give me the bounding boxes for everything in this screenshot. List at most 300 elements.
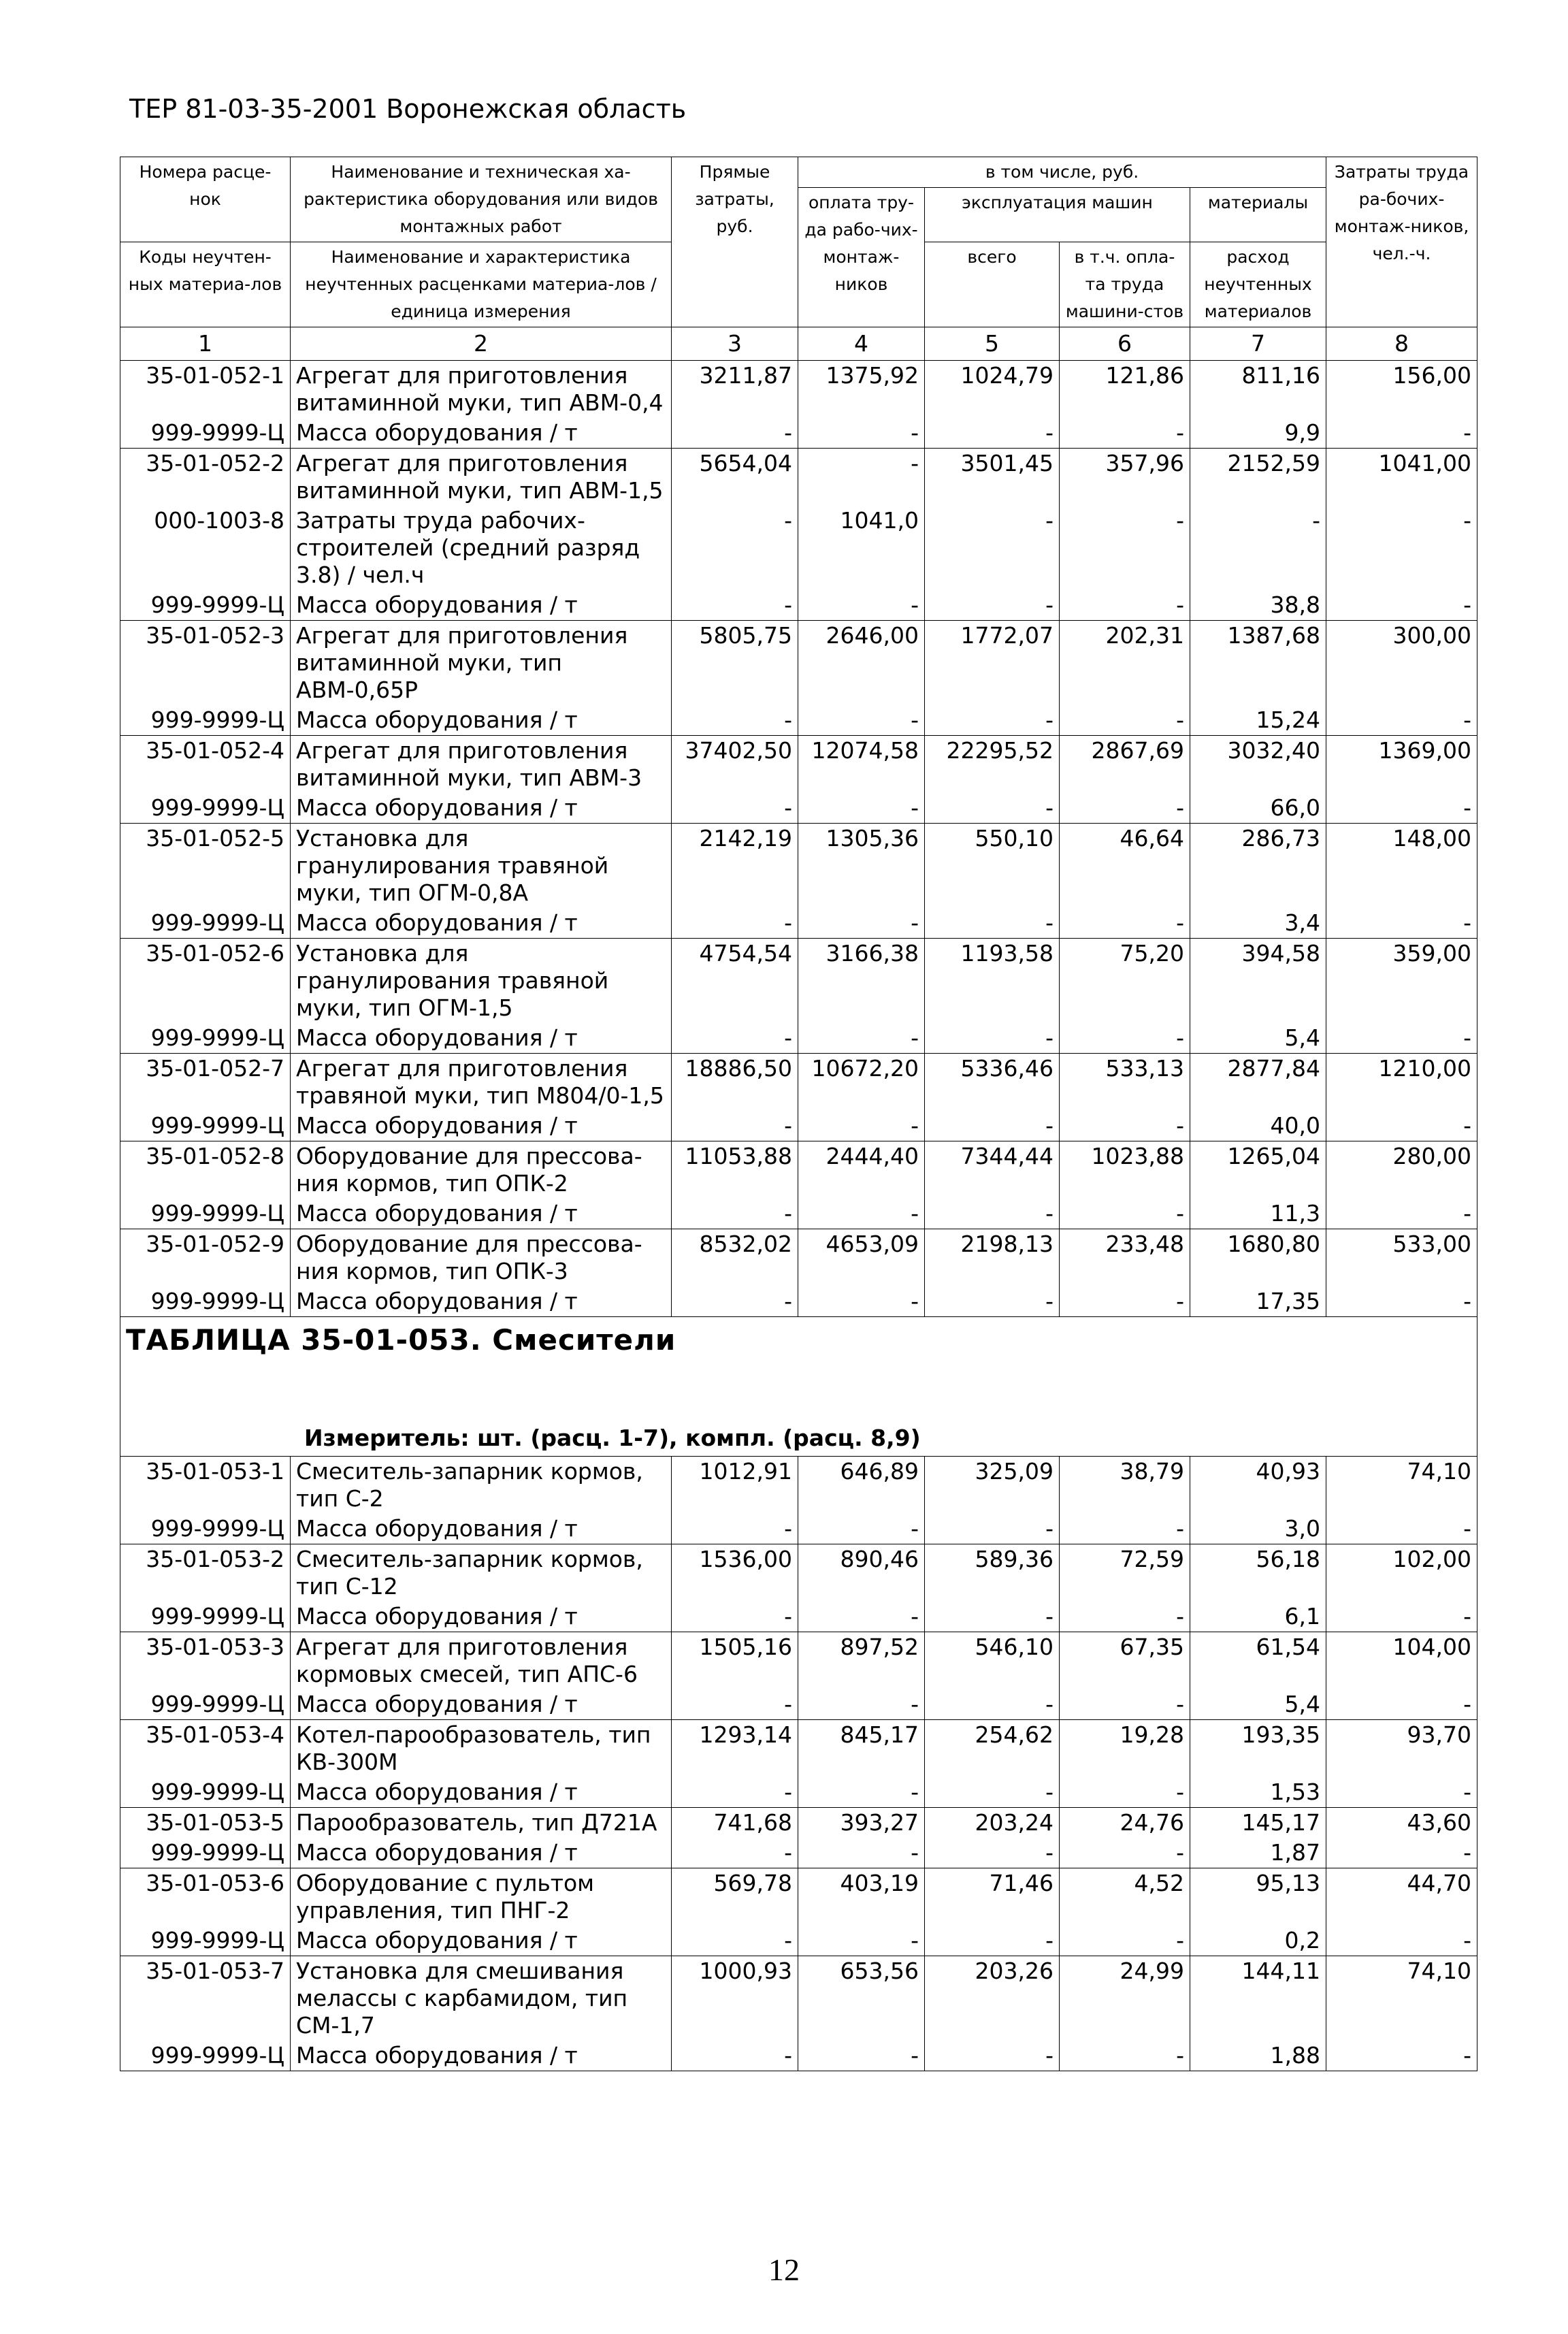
materials-value: 811,16: [1190, 361, 1326, 419]
machinist-pay-value: -: [1060, 1286, 1190, 1317]
worker-pay-value: 10672,20: [798, 1054, 925, 1112]
materials-value: 1,87: [1190, 1838, 1326, 1868]
header-material-codes: Коды неучтен-ных материа-лов: [120, 242, 291, 327]
labor-hours-value: -: [1326, 418, 1477, 449]
meter-label: Измеритель: шт. (расц. 1-7), компл. (расц. 8,9): [304, 1425, 921, 1451]
labor-hours-value: 102,00: [1326, 1544, 1477, 1602]
rate-row: [120, 1229, 1477, 1287]
worker-pay-value: -: [798, 705, 925, 736]
material-row: [120, 1838, 1477, 1868]
row-code: 999-9999-Ц: [120, 1023, 291, 1054]
machinist-pay-value: 67,35: [1060, 1632, 1190, 1690]
machines-total-value: -: [925, 705, 1060, 736]
material-row: [120, 1023, 1477, 1054]
labor-hours-value: 1041,00: [1326, 449, 1477, 506]
row-name: Затраты труда рабочих-строителей (средний разряд 3.8) / чел.ч: [291, 506, 672, 590]
labor-hours-value: 74,10: [1326, 1457, 1477, 1514]
machines-total-value: 254,62: [925, 1720, 1060, 1778]
materials-value: 145,17: [1190, 1808, 1326, 1838]
machinist-pay-value: -: [1060, 418, 1190, 449]
machines-total-value: 203,24: [925, 1808, 1060, 1838]
table-header: [120, 157, 1477, 361]
row-name: Агрегат для приготовления кормовых смесей, тип АПС-6: [291, 1632, 672, 1690]
row-code: 999-9999-Ц: [120, 908, 291, 939]
row-code: 35-01-053-4: [120, 1720, 291, 1778]
rate-row: [120, 824, 1477, 909]
machines-total-value: 71,46: [925, 1868, 1060, 1926]
row-name: Установка для гранулирования травяной муки, тип ОГМ-0,8А: [291, 824, 672, 909]
machinist-pay-value: -: [1060, 705, 1190, 736]
direct-costs-value: -: [672, 506, 798, 590]
machines-total-value: -: [925, 590, 1060, 621]
labor-hours-value: 44,70: [1326, 1868, 1477, 1926]
machinist-pay-value: -: [1060, 1111, 1190, 1141]
row-name: Масса оборудования / т: [291, 1023, 672, 1054]
labor-hours-value: 280,00: [1326, 1141, 1477, 1199]
rate-row: [120, 1808, 1477, 1838]
materials-value: 40,0: [1190, 1111, 1326, 1141]
header-unaccounted-materials: расход неучтенных материалов: [1190, 242, 1326, 327]
labor-hours-value: 74,10: [1326, 1956, 1477, 2041]
machines-total-value: -: [925, 1111, 1060, 1141]
rate-row: [120, 1054, 1477, 1112]
rate-row: [120, 1720, 1477, 1778]
machinist-pay-value: 2867,69: [1060, 736, 1190, 794]
labor-hours-value: -: [1326, 1926, 1477, 1956]
direct-costs-value: 569,78: [672, 1868, 798, 1926]
labor-hours-value: 93,70: [1326, 1720, 1477, 1778]
machinist-pay-value: -: [1060, 590, 1190, 621]
material-row: [120, 1111, 1477, 1141]
worker-pay-value: -: [798, 1602, 925, 1632]
labor-hours-value: -: [1326, 1514, 1477, 1544]
labor-hours-value: 300,00: [1326, 621, 1477, 706]
labor-hours-value: -: [1326, 1111, 1477, 1141]
machinist-pay-value: 19,28: [1060, 1720, 1190, 1778]
machinist-pay-value: -: [1060, 1689, 1190, 1720]
direct-costs-value: 2142,19: [672, 824, 798, 909]
row-name: Смеситель-запарник кормов, тип С-2: [291, 1457, 672, 1514]
column-number: 2: [291, 327, 672, 361]
labor-hours-value: -: [1326, 793, 1477, 824]
machines-total-value: 3501,45: [925, 449, 1060, 506]
machines-total-value: 1193,58: [925, 939, 1060, 1024]
materials-value: 2877,84: [1190, 1054, 1326, 1112]
worker-pay-value: -: [798, 2041, 925, 2071]
row-name: Парообразователь, тип Д721А: [291, 1808, 672, 1838]
labor-hours-value: -: [1326, 908, 1477, 939]
machinist-pay-value: -: [1060, 1199, 1190, 1229]
row-code: 999-9999-Ц: [120, 590, 291, 621]
machines-total-value: 2198,13: [925, 1229, 1060, 1287]
direct-costs-value: -: [672, 793, 798, 824]
machinist-pay-value: 233,48: [1060, 1229, 1190, 1287]
header-material-name: Наименование и характеристика неучтенных расценками материа-лов / единица измерения: [291, 242, 672, 327]
worker-pay-value: 1375,92: [798, 361, 925, 419]
labor-hours-value: 43,60: [1326, 1808, 1477, 1838]
header-machinist-pay: в т.ч. опла-та труда машини-стов: [1060, 242, 1190, 327]
row-code: 999-9999-Ц: [120, 1199, 291, 1229]
row-name: Оборудование с пультом управления, тип ПНГ-2: [291, 1868, 672, 1926]
column-number: 1: [120, 327, 291, 361]
header-labor-hours: Затраты труда ра-бочих-монтаж-ников, чел.-ч.: [1326, 157, 1477, 327]
machinist-pay-value: -: [1060, 1602, 1190, 1632]
worker-pay-value: 3166,38: [798, 939, 925, 1024]
worker-pay-value: 2646,00: [798, 621, 925, 706]
material-row: [120, 1602, 1477, 1632]
materials-value: 5,4: [1190, 1023, 1326, 1054]
worker-pay-value: -: [798, 1023, 925, 1054]
materials-value: 1,53: [1190, 1777, 1326, 1808]
row-code: 35-01-053-2: [120, 1544, 291, 1602]
machinist-pay-value: 202,31: [1060, 621, 1190, 706]
row-name: Масса оборудования / т: [291, 705, 672, 736]
row-name: Масса оборудования / т: [291, 793, 672, 824]
worker-pay-value: -: [798, 1926, 925, 1956]
machines-total-value: 1772,07: [925, 621, 1060, 706]
row-code: 999-9999-Ц: [120, 1286, 291, 1317]
row-code: 999-9999-Ц: [120, 705, 291, 736]
material-row: [120, 908, 1477, 939]
machines-total-value: -: [925, 418, 1060, 449]
materials-value: 95,13: [1190, 1868, 1326, 1926]
direct-costs-value: 11053,88: [672, 1141, 798, 1199]
section-title: ТАБЛИЦА 35-01-053. Смесители: [126, 1323, 676, 1357]
machinist-pay-value: -: [1060, 1023, 1190, 1054]
machines-total-value: 546,10: [925, 1632, 1060, 1690]
row-code: 999-9999-Ц: [120, 418, 291, 449]
row-name: Масса оборудования / т: [291, 1199, 672, 1229]
row-code: 999-9999-Ц: [120, 1514, 291, 1544]
row-name: Масса оборудования / т: [291, 590, 672, 621]
column-number: 4: [798, 327, 925, 361]
material-row: [120, 1199, 1477, 1229]
material-row: [120, 590, 1477, 621]
direct-costs-value: -: [672, 1111, 798, 1141]
direct-costs-value: 8532,02: [672, 1229, 798, 1287]
machines-total-value: -: [925, 1926, 1060, 1956]
row-name: Масса оборудования / т: [291, 908, 672, 939]
row-name: Котел-парообразователь, тип КВ-300М: [291, 1720, 672, 1778]
direct-costs-value: -: [672, 1514, 798, 1544]
materials-value: 38,8: [1190, 590, 1326, 621]
row-name: Агрегат для приготовления витаминной муки, тип АВМ-3: [291, 736, 672, 794]
labor-hours-value: 533,00: [1326, 1229, 1477, 1287]
rate-row: [120, 736, 1477, 794]
machinist-pay-value: 38,79: [1060, 1457, 1190, 1514]
rate-row: [120, 621, 1477, 706]
materials-value: 3,0: [1190, 1514, 1326, 1544]
machinist-pay-value: -: [1060, 1838, 1190, 1868]
machines-total-value: 5336,46: [925, 1054, 1060, 1112]
direct-costs-value: 1293,14: [672, 1720, 798, 1778]
direct-costs-value: -: [672, 1838, 798, 1868]
table-body-053: [120, 1457, 1477, 2071]
rate-row: [120, 1632, 1477, 1690]
row-name: Масса оборудования / т: [291, 1777, 672, 1808]
row-name: Масса оборудования / т: [291, 2041, 672, 2071]
labor-hours-value: 359,00: [1326, 939, 1477, 1024]
worker-pay-value: -: [798, 1838, 925, 1868]
row-code: 35-01-052-1: [120, 361, 291, 419]
material-row: [120, 705, 1477, 736]
labor-hours-value: -: [1326, 2041, 1477, 2071]
direct-costs-value: -: [672, 1199, 798, 1229]
rate-row: [120, 1457, 1477, 1514]
direct-costs-value: 18886,50: [672, 1054, 798, 1112]
labor-hours-value: 148,00: [1326, 824, 1477, 909]
worker-pay-value: -: [798, 1199, 925, 1229]
labor-hours-value: 1369,00: [1326, 736, 1477, 794]
materials-value: 5,4: [1190, 1689, 1326, 1720]
materials-value: 6,1: [1190, 1602, 1326, 1632]
machinist-pay-value: 24,99: [1060, 1956, 1190, 2041]
materials-value: 66,0: [1190, 793, 1326, 824]
machines-total-value: -: [925, 1689, 1060, 1720]
machines-total-value: -: [925, 1777, 1060, 1808]
material-row: [120, 1689, 1477, 1720]
material-row: [120, 793, 1477, 824]
machinist-pay-value: -: [1060, 1926, 1190, 1956]
row-code: 999-9999-Ц: [120, 1111, 291, 1141]
machinist-pay-value: -: [1060, 2041, 1190, 2071]
machines-total-value: 325,09: [925, 1457, 1060, 1514]
row-code: 999-9999-Ц: [120, 1926, 291, 1956]
header-materials: материалы: [1190, 188, 1326, 242]
header-worker-pay: оплата тру-да рабо-чих-монтаж-ников: [798, 188, 925, 327]
machinist-pay-value: -: [1060, 908, 1190, 939]
labor-hours-value: -: [1326, 1199, 1477, 1229]
header-rate-numbers: Номера расце-нок: [120, 157, 291, 242]
materials-value: 2152,59: [1190, 449, 1326, 506]
rate-row: [120, 1868, 1477, 1926]
labor-hours-value: -: [1326, 1602, 1477, 1632]
materials-value: 1265,04: [1190, 1141, 1326, 1199]
row-code: 35-01-052-2: [120, 449, 291, 506]
materials-value: 17,35: [1190, 1286, 1326, 1317]
column-numbers-row: [120, 327, 1477, 361]
material-row: [120, 1514, 1477, 1544]
direct-costs-value: 1505,16: [672, 1632, 798, 1690]
worker-pay-value: 1305,36: [798, 824, 925, 909]
row-code: 35-01-053-7: [120, 1956, 291, 2041]
materials-value: 3,4: [1190, 908, 1326, 939]
labor-hours-value: -: [1326, 1777, 1477, 1808]
worker-pay-value: -: [798, 590, 925, 621]
row-name: Оборудование для прессова-ния кормов, тип ОПК-3: [291, 1229, 672, 1287]
labor-hours-value: -: [1326, 1286, 1477, 1317]
row-code: 35-01-052-4: [120, 736, 291, 794]
direct-costs-value: -: [672, 705, 798, 736]
direct-costs-value: 1000,93: [672, 1956, 798, 2041]
worker-pay-value: 403,19: [798, 1868, 925, 1926]
machines-total-value: -: [925, 1286, 1060, 1317]
machinist-pay-value: 24,76: [1060, 1808, 1190, 1838]
materials-value: 394,58: [1190, 939, 1326, 1024]
worker-pay-value: 12074,58: [798, 736, 925, 794]
labor-hours-value: -: [1326, 506, 1477, 590]
direct-costs-value: -: [672, 2041, 798, 2071]
worker-pay-value: 890,46: [798, 1544, 925, 1602]
machines-total-value: -: [925, 1023, 1060, 1054]
direct-costs-value: 5654,04: [672, 449, 798, 506]
direct-costs-value: -: [672, 1926, 798, 1956]
materials-value: 1680,80: [1190, 1229, 1326, 1287]
worker-pay-value: -: [798, 1514, 925, 1544]
header-including: в том числе, руб.: [798, 157, 1326, 188]
materials-value: 0,2: [1190, 1926, 1326, 1956]
direct-costs-value: 4754,54: [672, 939, 798, 1024]
worker-pay-value: 653,56: [798, 1956, 925, 2041]
table-body-052: [120, 361, 1477, 1317]
row-name: Смеситель-запарник кормов, тип С-12: [291, 1544, 672, 1602]
row-code: 35-01-053-6: [120, 1868, 291, 1926]
row-code: 35-01-052-3: [120, 621, 291, 706]
row-name: Масса оборудования / т: [291, 1838, 672, 1868]
machinist-pay-value: 357,96: [1060, 449, 1190, 506]
material-row: [120, 506, 1477, 590]
direct-costs-value: -: [672, 1286, 798, 1317]
column-number: 5: [925, 327, 1060, 361]
rate-row: [120, 449, 1477, 506]
row-code: 999-9999-Ц: [120, 1838, 291, 1868]
machines-total-value: 203,26: [925, 1956, 1060, 2041]
machinist-pay-value: -: [1060, 1777, 1190, 1808]
header-direct-costs: Прямые затраты, руб.: [672, 157, 798, 327]
row-code: 999-9999-Ц: [120, 1602, 291, 1632]
machinist-pay-value: 533,13: [1060, 1054, 1190, 1112]
materials-value: 61,54: [1190, 1632, 1326, 1690]
page-number: 12: [768, 2252, 800, 2287]
material-row: [120, 2041, 1477, 2071]
labor-hours-value: 1210,00: [1326, 1054, 1477, 1112]
header-equipment-name: Наименование и техническая ха-рактеристика оборудования или видов монтажных работ: [291, 157, 672, 242]
machines-total-value: -: [925, 1514, 1060, 1544]
machines-total-value: 7344,44: [925, 1141, 1060, 1199]
materials-value: 15,24: [1190, 705, 1326, 736]
materials-value: 9,9: [1190, 418, 1326, 449]
column-number: 7: [1190, 327, 1326, 361]
direct-costs-value: -: [672, 590, 798, 621]
material-row: [120, 418, 1477, 449]
row-name: Масса оборудования / т: [291, 1689, 672, 1720]
machines-total-value: -: [925, 908, 1060, 939]
row-code: 999-9999-Ц: [120, 2041, 291, 2071]
worker-pay-value: -: [798, 793, 925, 824]
row-name: Установка для смешивания мелассы с карбамидом, тип СМ-1,7: [291, 1956, 672, 2041]
column-number: 3: [672, 327, 798, 361]
rate-row: [120, 1544, 1477, 1602]
machinist-pay-value: 72,59: [1060, 1544, 1190, 1602]
row-name: Масса оборудования / т: [291, 1514, 672, 1544]
direct-costs-value: -: [672, 908, 798, 939]
labor-hours-value: -: [1326, 1838, 1477, 1868]
price-table: [120, 157, 1477, 2071]
material-row: [120, 1777, 1477, 1808]
row-name: Агрегат для приготовления витаминной муки, тип АВМ-0,4: [291, 361, 672, 419]
row-code: 35-01-052-5: [120, 824, 291, 909]
direct-costs-value: -: [672, 418, 798, 449]
rate-row: [120, 361, 1477, 419]
header-machine-operation: эксплуатация машин: [925, 188, 1190, 242]
worker-pay-value: 897,52: [798, 1632, 925, 1690]
material-row: [120, 1286, 1477, 1317]
row-code: 000-1003-8: [120, 506, 291, 590]
direct-costs-value: 5805,75: [672, 621, 798, 706]
worker-pay-value: 393,27: [798, 1808, 925, 1838]
direct-costs-value: 1536,00: [672, 1544, 798, 1602]
row-name: Масса оборудования / т: [291, 1602, 672, 1632]
worker-pay-value: 2444,40: [798, 1141, 925, 1199]
direct-costs-value: 3211,87: [672, 361, 798, 419]
worker-pay-value: -: [798, 418, 925, 449]
row-name: Масса оборудования / т: [291, 1286, 672, 1317]
machinist-pay-value: -: [1060, 1514, 1190, 1544]
rate-row: [120, 1141, 1477, 1199]
labor-hours-value: 104,00: [1326, 1632, 1477, 1690]
labor-hours-value: -: [1326, 590, 1477, 621]
row-name: Масса оборудования / т: [291, 1111, 672, 1141]
materials-value: 40,93: [1190, 1457, 1326, 1514]
rate-row: [120, 939, 1477, 1024]
row-code: 35-01-052-8: [120, 1141, 291, 1199]
row-code: 35-01-052-7: [120, 1054, 291, 1112]
labor-hours-value: -: [1326, 1023, 1477, 1054]
materials-value: 144,11: [1190, 1956, 1326, 2041]
row-code: 35-01-053-1: [120, 1457, 291, 1514]
machinist-pay-value: 4,52: [1060, 1868, 1190, 1926]
machines-total-value: -: [925, 506, 1060, 590]
labor-hours-value: 156,00: [1326, 361, 1477, 419]
materials-value: 3032,40: [1190, 736, 1326, 794]
materials-value: 1387,68: [1190, 621, 1326, 706]
machines-total-value: 1024,79: [925, 361, 1060, 419]
machines-total-value: -: [925, 1602, 1060, 1632]
worker-pay-value: 4653,09: [798, 1229, 925, 1287]
direct-costs-value: -: [672, 1023, 798, 1054]
page-header: ТЕР 81-03-35-2001 Воронежская область: [129, 94, 687, 124]
row-code: 999-9999-Ц: [120, 1777, 291, 1808]
worker-pay-value: -: [798, 1689, 925, 1720]
material-row: [120, 1926, 1477, 1956]
worker-pay-value: -: [798, 1286, 925, 1317]
worker-pay-value: -: [798, 908, 925, 939]
row-code: 35-01-053-5: [120, 1808, 291, 1838]
direct-costs-value: -: [672, 1602, 798, 1632]
materials-value: 286,73: [1190, 824, 1326, 909]
machines-total-value: -: [925, 1199, 1060, 1229]
worker-pay-value: 845,17: [798, 1720, 925, 1778]
header-machines-total: всего: [925, 242, 1060, 327]
row-code: 35-01-052-6: [120, 939, 291, 1024]
materials-value: -: [1190, 506, 1326, 590]
direct-costs-value: -: [672, 1777, 798, 1808]
rate-row: [120, 1956, 1477, 2041]
section-053-heading: [120, 1317, 1477, 1457]
machines-total-value: -: [925, 1838, 1060, 1868]
row-code: 999-9999-Ц: [120, 793, 291, 824]
machinist-pay-value: 46,64: [1060, 824, 1190, 909]
column-number: 6: [1060, 327, 1190, 361]
row-code: 999-9999-Ц: [120, 1689, 291, 1720]
direct-costs-value: -: [672, 1689, 798, 1720]
machines-total-value: 589,36: [925, 1544, 1060, 1602]
column-number: 8: [1326, 327, 1477, 361]
row-name: Агрегат для приготовления витаминной муки, тип АВМ-0,65Р: [291, 621, 672, 706]
machines-total-value: 22295,52: [925, 736, 1060, 794]
worker-pay-value: -: [798, 1111, 925, 1141]
row-code: 35-01-052-9: [120, 1229, 291, 1287]
